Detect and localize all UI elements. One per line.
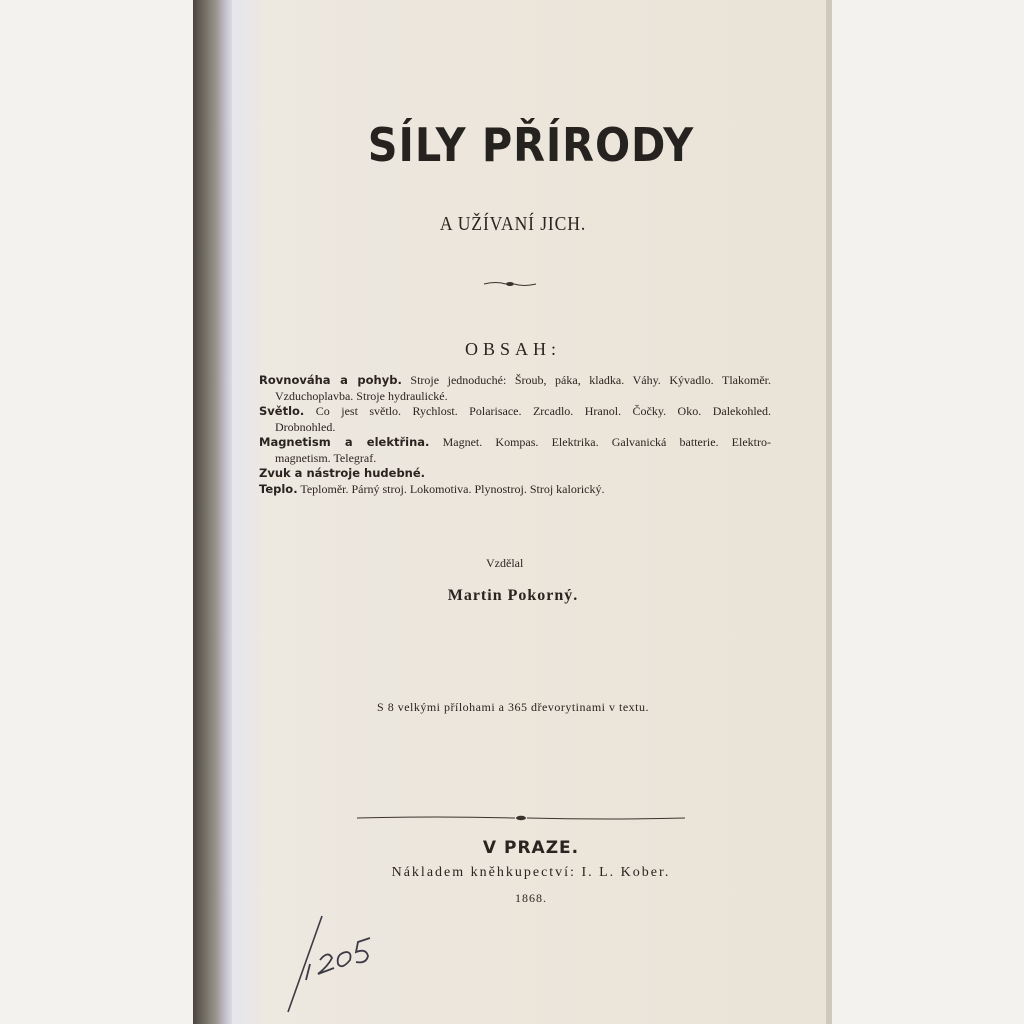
- decorative-rule: [355, 813, 687, 823]
- entry-text-continued: magnetism. Telegraf.: [275, 450, 377, 465]
- contents-list: [259, 373, 771, 497]
- contents-entry: [259, 373, 771, 404]
- book-subtitle: A UŽÍVANÍ JICH.: [439, 213, 587, 235]
- contents-heading: OBSAH:: [464, 339, 561, 359]
- entry-text: Teploměr. Párný stroj. Lokomotiva. Plynostroj. Stroj kalorický.: [300, 481, 605, 496]
- credit-label: Vzdělal: [486, 556, 524, 570]
- entry-text: Magnet. Kompas. Elektrika. Galvanická batterie. Elektro-: [442, 435, 771, 449]
- contents-entry: [259, 404, 771, 435]
- book-title: SÍLY PŘÍRODY: [367, 118, 695, 172]
- contents-entry: [259, 435, 771, 466]
- publication-year: 1868.: [515, 891, 547, 905]
- ornament-divider: [482, 280, 538, 288]
- handwritten-shelfmark: [280, 908, 390, 1018]
- entry-heading: Rovnováha a pohyb.: [259, 373, 402, 387]
- entry-text-continued: Drobnohled.: [275, 419, 336, 434]
- entry-heading: Světlo.: [259, 404, 305, 418]
- contents-entry: [259, 466, 771, 482]
- book-spine: [193, 0, 235, 1024]
- publication-place: V PRAZE.: [482, 838, 580, 858]
- contents-entry: [259, 482, 771, 498]
- entry-text-continued: Vzduchoplavba. Stroje hydraulické.: [275, 388, 448, 403]
- author-name: Martin Pokorný.: [447, 587, 579, 604]
- entry-heading: Magnetism a elektřina.: [259, 435, 430, 449]
- entry-heading: Zvuk a nástroje hudebné.: [259, 466, 426, 480]
- entry-heading: Teplo.: [259, 481, 298, 496]
- publisher-line: Nákladem kněhkupectví: I. L. Kober.: [391, 865, 671, 880]
- illustrations-note: S 8 velkými přílohami a 365 dřevorytinami v textu.: [377, 700, 649, 714]
- entry-text: Stroje jednoduché: Šroub, páka, kladka. Váhy. Kývadlo. Tlakoměr.: [410, 373, 771, 387]
- entry-text: Co jest světlo. Rychlost. Polarisace. Zrcadlo. Hranol. Čočky. Oko. Dalekohled.: [315, 404, 772, 418]
